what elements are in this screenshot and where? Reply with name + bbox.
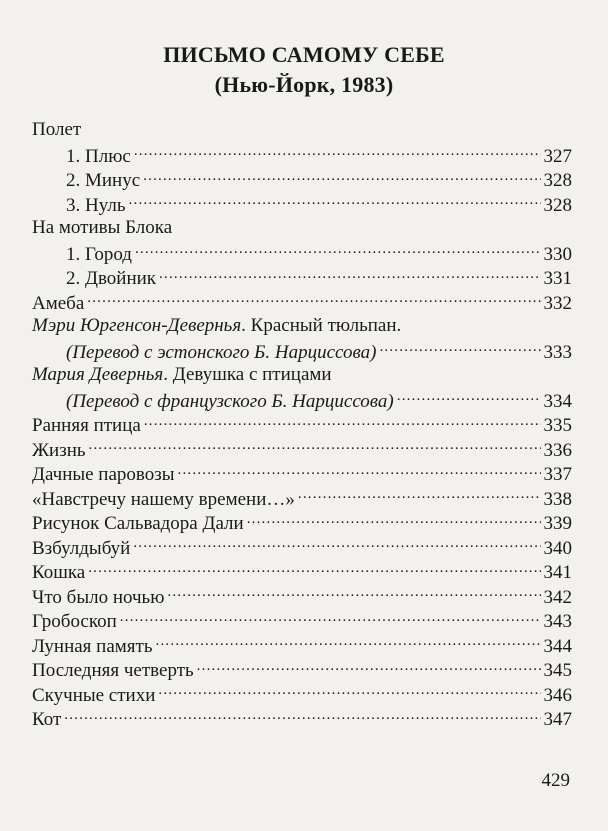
toc-page-number: 328 [543,170,572,191]
toc-entry-title: Взбулдыбуй [32,537,131,559]
dot-leader [178,461,541,480]
toc-entry-work: . Красный тюльпан. [241,315,402,336]
toc-entry-title: Гробоскоп [32,611,117,632]
dot-leader [156,633,541,652]
toc-entry [32,412,572,437]
toc-entry-title: Ранняя птица [32,415,141,436]
dot-leader [397,388,541,407]
toc-entry [32,167,572,192]
toc-entry-author: Мэри Юргенсон-Девернья [32,315,242,336]
toc-entry [32,559,572,584]
dot-leader [135,241,541,260]
toc-entry-title: Полет [32,119,82,140]
toc-entry-title: Рисунок Сальвадора Дали [32,513,244,534]
toc-entry [32,608,572,633]
toc-entry-title: Последняя четверть [32,660,194,681]
toc-entry [32,510,572,535]
toc-page-number: 331 [543,268,572,289]
toc-entry [32,706,572,731]
dot-leader [197,657,541,676]
toc-page-number: 334 [543,390,572,412]
dot-leader [158,682,540,701]
toc-entry [32,633,572,658]
toc-page-number: 341 [543,562,572,583]
dot-leader [379,339,540,358]
toc-page-number: 340 [543,537,572,559]
dot-leader [247,510,541,529]
toc-entry [32,339,572,364]
toc-entry-title [32,363,332,388]
toc-entry [32,486,572,511]
toc-entry-title: Скучные стихи [32,684,156,706]
table-of-contents [32,118,572,731]
toc-entry [32,290,572,315]
toc-page-number: 338 [543,488,572,510]
toc-page-number: 337 [543,464,572,485]
toc-entry-title: Кот [32,709,62,730]
toc-entry [32,584,572,609]
toc-page-number: 332 [543,292,572,314]
toc-entry-title: Жизнь [32,439,86,461]
toc-entry-title [32,314,401,339]
toc-entry-work: . Девушка с птицами [163,364,332,385]
dot-leader [129,192,541,211]
toc-page-number: 336 [543,439,572,461]
dot-leader [298,486,541,505]
toc-entry-title: 2. Минус [66,170,141,191]
toc-heading [32,118,572,143]
toc-entry-title: «Навстречу нашему времени…» [32,488,295,510]
toc-entry [32,241,572,266]
toc-entry [32,657,572,682]
toc-page-number: 333 [543,341,572,363]
dot-leader [134,143,541,162]
toc-entry-title: 2. Двойник [66,268,157,289]
toc-page-number: 342 [543,586,572,608]
toc-page-number: 335 [543,415,572,436]
toc-entry [32,265,572,290]
dot-leader [144,412,541,431]
dot-leader [87,290,540,309]
dot-leader [120,608,541,627]
toc-entry-title: 3. Нуль [66,194,126,216]
toc-entry-first-line [32,363,572,388]
toc-page-number: 344 [543,635,572,657]
toc-entry-title: 1. Плюс [66,145,131,167]
dot-leader [159,265,540,284]
toc-page-number: 345 [543,660,572,681]
dot-leader [133,535,540,554]
dot-leader [143,167,540,186]
toc-page-number: 330 [543,243,572,265]
toc-entry [32,143,572,168]
toc-page-number: 328 [543,194,572,216]
toc-entry [32,437,572,462]
toc-entry-title: На мотивы Блока [32,217,173,238]
toc-entry [32,192,572,217]
toc-entry-first-line [32,314,572,339]
section-title: ПИСЬМО САМОМУ СЕБЕ [163,42,445,67]
toc-entry-title: Амеба [32,292,85,314]
dot-leader [89,437,541,456]
toc-page-number: 327 [543,145,572,167]
toc-entry-title: Лунная память [32,635,153,657]
toc-entry [32,388,572,413]
toc-entry [32,535,572,560]
toc-entry-title: Кошка [32,562,86,583]
toc-entry [32,682,572,707]
toc-entry-translation-note: (Перевод с французского Б. Нарциссова) [66,390,394,412]
dot-leader [64,706,540,725]
toc-page-number: 343 [543,611,572,632]
dot-leader [167,584,540,603]
toc-page-number: 347 [543,709,572,730]
dot-leader [88,559,540,578]
toc-entry-title: Что было ночью [32,586,165,608]
toc-entry-translation-note: (Перевод с эстонского Б. Нарциссова) [66,341,377,363]
section-subtitle: (Нью-Йорк, 1983) [214,72,394,97]
toc-entry-author: Мария Девернья [32,364,164,385]
toc-entry [32,461,572,486]
toc-page-number: 346 [543,684,572,706]
toc-page-number: 339 [543,513,572,534]
toc-heading [32,216,572,241]
page-number: 429 [541,770,570,791]
toc-entry-title: Дачные паровозы [32,464,175,485]
toc-entry-title: 1. Город [66,243,132,265]
